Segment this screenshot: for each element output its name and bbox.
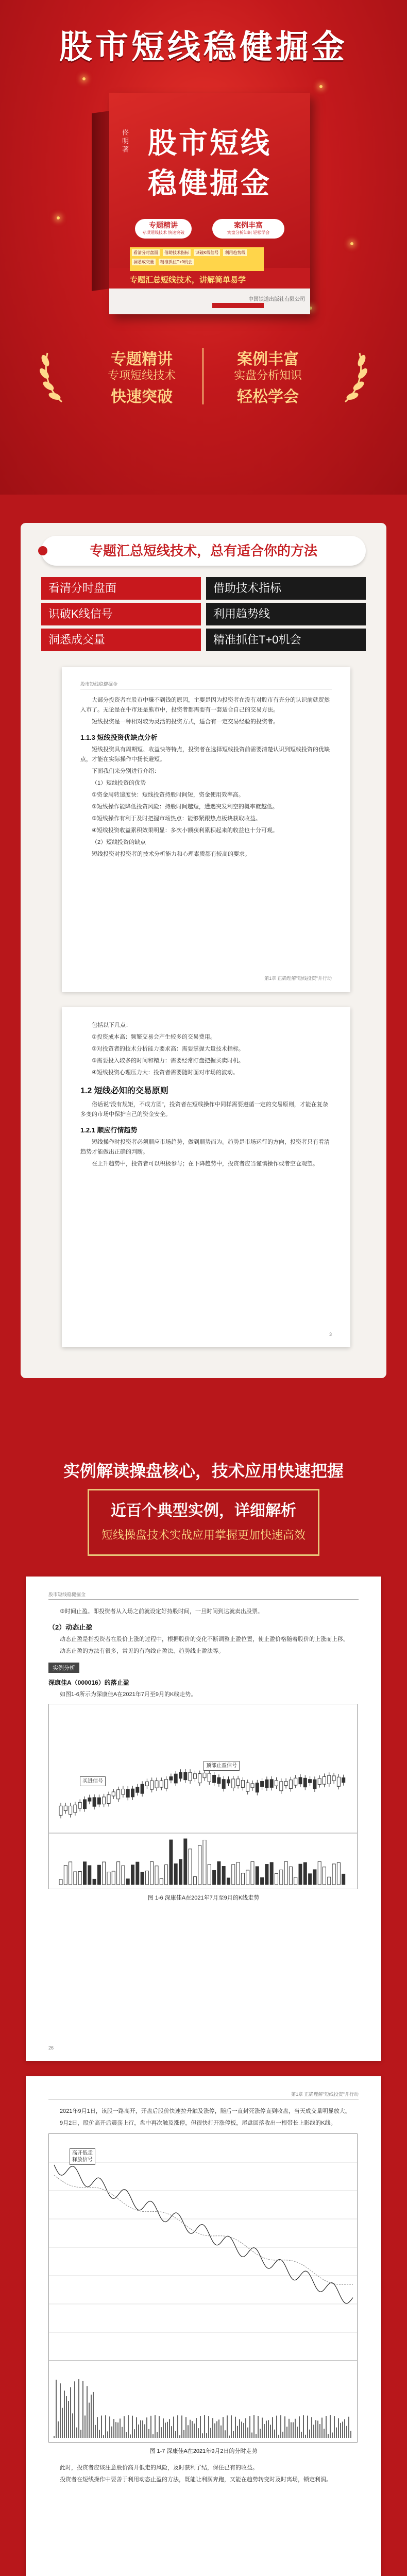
- candle-body: [179, 1772, 182, 1778]
- candle-body: [265, 1780, 268, 1788]
- volume-bar: [78, 1872, 81, 1885]
- volume-bar: [337, 1862, 340, 1885]
- cases-section: [0, 1422, 407, 2576]
- candle-body: [337, 1777, 340, 1786]
- candle-body: [155, 1781, 158, 1788]
- volume-bar: [145, 1871, 148, 1885]
- candle-body: [69, 1806, 72, 1814]
- candle-body: [294, 1778, 297, 1785]
- page-footer: 第1章 正确理解"短线投资"并行动: [264, 976, 332, 981]
- volume-bar: [251, 1861, 254, 1885]
- badge-main: 专题精讲: [149, 221, 178, 229]
- candle-body: [275, 1781, 278, 1786]
- candle-body: [88, 1798, 91, 1801]
- hero-section: [0, 0, 407, 495]
- candle-body: [126, 1789, 129, 1798]
- page-number: 3: [329, 1332, 332, 1337]
- candle-body: [169, 1777, 173, 1781]
- volume-bar: [309, 1874, 312, 1885]
- chart-caption: 图 1-7 深康佳A在2021年9月2日的分时走势: [149, 2448, 258, 2454]
- cases-title: 实例解读操盘核心，技术应用快速把握: [63, 1462, 344, 1480]
- candle-body: [222, 1780, 225, 1789]
- features-banner: [41, 536, 366, 566]
- candle-body: [251, 1784, 254, 1788]
- page-header: 股市短线稳健掘金: [80, 681, 332, 689]
- volume-bar: [265, 1865, 268, 1885]
- volume-bar: [289, 1867, 292, 1885]
- sparkle: [82, 77, 86, 80]
- candle-body: [303, 1778, 307, 1787]
- candle-body: [131, 1789, 134, 1797]
- candle-body: [103, 1797, 106, 1804]
- volume-bar: [270, 1862, 273, 1885]
- volume-bar: [213, 1870, 216, 1885]
- features-card: [21, 523, 386, 1378]
- page-paragraph: ③时间止盈。即投资者从入场之前就设定好持股时间，一旦时间到达就卖出股票。: [60, 1608, 263, 1615]
- book-page: [62, 667, 350, 992]
- highlight-left-line: 专项短线技术: [107, 369, 176, 382]
- book-page: [26, 2076, 381, 2576]
- volume-bar: [64, 1866, 67, 1885]
- candle-body: [174, 1774, 177, 1783]
- volume-bar: [256, 1867, 259, 1885]
- highlight-left-big: 快速突破: [111, 388, 173, 405]
- volume-bar: [126, 1879, 129, 1885]
- page-list-item: ③短线操作有利于及时把握市场热点：能够紧跟热点板块获取收益。: [92, 816, 261, 822]
- features-section: [0, 495, 407, 1422]
- book-tagline: 专题汇总短线技术，讲解简单易学: [130, 276, 246, 284]
- page-header: 股市短线稳健掘金: [48, 1591, 359, 1600]
- volume-bar: [184, 1839, 187, 1885]
- page-paragraph: 如图1-6所示为深康佳A在2021年7月至9月的K线走势。: [60, 1691, 197, 1698]
- feature-item: 识破K线信号: [41, 603, 201, 625]
- volume-bar: [59, 1879, 62, 1885]
- candle-body: [332, 1776, 335, 1781]
- candle-body: [83, 1800, 87, 1809]
- laurel-left-icon: [36, 348, 67, 404]
- candle-body: [256, 1783, 259, 1792]
- candle-body: [117, 1790, 120, 1799]
- book-publisher-bar: [212, 303, 264, 308]
- sparkle: [319, 85, 323, 88]
- volume-bar: [74, 1872, 77, 1885]
- highlight-left-title: 专题精讲: [111, 351, 173, 368]
- book-title-line1: 股市短线: [148, 127, 272, 160]
- candle-body: [184, 1772, 187, 1780]
- candle-body: [198, 1774, 201, 1783]
- page-paragraph: 短线投资是一种相对较为灵活的投资方式，适合有一定交易经验的投资者。: [92, 719, 279, 725]
- kline-chart: [48, 1704, 358, 1889]
- feature-tag: 识破K线信号: [194, 249, 220, 256]
- feature-item: 利用趋势线: [206, 603, 366, 625]
- case-name: 深康佳A（000016）的落止盈: [48, 1679, 129, 1686]
- volume-bar: [136, 1862, 139, 1885]
- page-paragraph: 短线操作时投资者必须顺应市场趋势，做到顺势而为。趋势是市场运行的方向，投资者只有看清趋势才能做出正确的判断。: [80, 1139, 330, 1155]
- volume-bar: [107, 1872, 110, 1885]
- highlight-right-line: 实盘分析知识: [233, 369, 302, 382]
- chart-callout: 买进信号: [80, 1776, 106, 1786]
- candle-body: [150, 1781, 154, 1789]
- candle-body: [289, 1780, 292, 1789]
- candle-body: [64, 1806, 67, 1810]
- volume-bar: [217, 1861, 221, 1885]
- volume-bar: [93, 1879, 96, 1885]
- volume-bar: [208, 1865, 211, 1885]
- feature-tag: 借助技术指标: [163, 249, 191, 256]
- page-paragraph: ④短线投资心理压力大：投资者需要随时面对市场的波动。: [92, 1070, 239, 1076]
- candle-body: [122, 1789, 125, 1794]
- volume-bar: [179, 1859, 182, 1885]
- book-author: 佟 明 著: [121, 129, 129, 153]
- chart-caption: 图 1-6 深康佳A在2021年7月至9月的K线走势: [147, 1895, 260, 1901]
- page-paragraph: 在上升趋势中，投资者可以积极参与；在下降趋势中，投资者应当谨慎操作或者空仓观望。: [92, 1161, 318, 1167]
- candle-body: [261, 1781, 264, 1786]
- kline-chart-svg: [49, 1704, 357, 1889]
- cases-line1: 近百个典型实例，详细解析: [111, 1502, 296, 1519]
- page-number: 26: [48, 2045, 54, 2050]
- volume-bar: [174, 1864, 177, 1885]
- volume-bar: [294, 1877, 297, 1885]
- hero-title: 股市短线稳健掘金: [59, 28, 348, 66]
- candle-body: [160, 1781, 163, 1787]
- candle-body: [136, 1787, 139, 1792]
- candle-body: [59, 1806, 62, 1815]
- volume-bar: [313, 1870, 316, 1885]
- candle-body: [323, 1776, 326, 1784]
- page-paragraph: 9月2日，股价高开后震荡上行，盘中再次触及涨停，但很快打开涨停板，尾盘回落收出一根带长上影线的K线。: [60, 2120, 336, 2126]
- candle-body: [193, 1774, 196, 1778]
- book-badge-cases: [212, 219, 284, 239]
- volume-bar: [275, 1873, 278, 1885]
- volume-bar: [303, 1862, 307, 1885]
- volume-bar: [69, 1862, 72, 1885]
- volume-bar: [122, 1866, 125, 1885]
- volume-bar: [236, 1862, 240, 1885]
- candle-body: [78, 1802, 81, 1808]
- page-paragraph: 短线投资具有周期短、收益快等特点，投资者在选择短线投资前需要清楚认识到短线投资的优缺点，才能在实际操作中扬长避短。: [80, 747, 330, 762]
- book-publisher: 中国铁道出版社有限公司: [248, 297, 305, 302]
- average-line: [54, 2175, 353, 2284]
- page-paragraph: 动态止盈是指投资者在股价上涨的过程中，根据股价的变化不断调整止盈位置，使止盈价格随着股价的上涨而上移。: [60, 1636, 349, 1642]
- candle-body: [213, 1775, 216, 1783]
- candle-body: [141, 1784, 144, 1793]
- badge-sub: 专项短线技术 快速突破: [142, 230, 185, 235]
- page-subheading: 1.1.3 短线投资优缺点分析: [80, 734, 158, 741]
- candle-body: [313, 1780, 316, 1789]
- page-list-item: ④短线投资收益累积效果明显：多次小额获利累积起来的收益也十分可观。: [92, 827, 278, 834]
- volume-bar: [222, 1867, 225, 1885]
- volume-bar: [261, 1877, 264, 1885]
- volume-bar: [332, 1864, 335, 1885]
- volume-bar: [117, 1862, 120, 1885]
- feature-tag: 精准抓住T+0机会: [159, 259, 194, 265]
- volume-bar: [342, 1874, 345, 1885]
- candle-body: [107, 1795, 110, 1804]
- page-paragraph: 投资者在短线操作中要善于利用动态止盈的方法，既能让利润奔跑，又能在趋势转变时及时离场，锁定利润。: [60, 2477, 332, 2483]
- candle-body: [328, 1775, 331, 1784]
- volume-bar: [198, 1845, 201, 1885]
- page-subheading: 1.2.1 顺应行情趋势: [80, 1126, 138, 1134]
- book-title-line2: 稳健掘金: [148, 167, 272, 200]
- badge-sub: 实盘分析知识 轻松学会: [227, 230, 270, 235]
- badge-main: 案例丰富: [234, 221, 263, 229]
- page-paragraph: 俗话说"没有规矩，不成方圆"，投资者在短线操作中同样需要遵循一定的交易原则，才能在复杂多变的市场中保护自己的资金安全。: [80, 1101, 328, 1117]
- volume-bar: [318, 1861, 321, 1885]
- volume-bar: [97, 1865, 100, 1885]
- book-title: [130, 124, 290, 204]
- page-paragraph: 包括以下几点：: [92, 1022, 131, 1028]
- book-page: [26, 1577, 381, 2061]
- candle-body: [217, 1777, 221, 1784]
- candle-body: [236, 1779, 240, 1786]
- highlight-right-big: 轻松学会: [237, 388, 299, 405]
- volume-bar: [150, 1862, 154, 1885]
- laurel-right-icon: [340, 348, 371, 404]
- volume-bar: [246, 1870, 249, 1885]
- volume-bar: [203, 1840, 206, 1885]
- price-line: [54, 2165, 353, 2303]
- page-paragraph: 短线投资对投资者的技术分析能力和心理素质都有较高的要求。: [92, 851, 250, 857]
- book-spine: [92, 111, 110, 291]
- volume-bar: [155, 1866, 158, 1885]
- page-paragraph: ②对投资者的技术分析能力要求高：需要掌握大量技术指标。: [92, 1046, 244, 1052]
- candle-body: [97, 1798, 100, 1804]
- volume-bar: [165, 1865, 168, 1885]
- candle-body: [246, 1783, 249, 1791]
- candle-body: [189, 1772, 192, 1781]
- volume-bar: [299, 1864, 302, 1885]
- sparkle: [350, 242, 353, 245]
- chart-callout: 高开低走 释放信号: [70, 2148, 95, 2165]
- feature-item: 看清分时盘面: [41, 577, 201, 600]
- feature-item: 洞悉成交量: [41, 629, 201, 651]
- highlight-right-title: 案例丰富: [237, 351, 299, 368]
- page-list-title: （2）短线投资的缺点: [92, 839, 146, 845]
- candle-body: [318, 1778, 321, 1785]
- volume-bar: [103, 1862, 106, 1885]
- volume-bar: [88, 1866, 91, 1885]
- volume-bar: [284, 1861, 287, 1885]
- cases-callout-box: [88, 1489, 319, 1556]
- candle-body: [309, 1780, 312, 1783]
- feature-tag: 洞悉成交量: [132, 259, 156, 265]
- feature-tag: 看清分时盘面: [132, 249, 160, 256]
- candle-body: [145, 1782, 148, 1786]
- volume-bar: [112, 1871, 115, 1885]
- candle-body: [208, 1773, 211, 1782]
- candle-body: [284, 1782, 287, 1786]
- candle-body: [112, 1792, 115, 1796]
- book-feature-strip: [130, 247, 264, 271]
- page-paragraph: 大部分投资者在股市中赚不到钱的原因，主要是因为投资者在没有对股市有充分的认识前就贸然入市了。无论是在牛市还是熊市中，投资者都需要有一套适合自己的交易方法。: [80, 697, 330, 713]
- volume-bar: [189, 1849, 192, 1885]
- volume-bar: [193, 1877, 196, 1885]
- volume-bar: [280, 1870, 283, 1885]
- volume-bar: [160, 1878, 163, 1885]
- candle-body: [93, 1798, 96, 1806]
- case-label: 实例分析: [48, 1663, 79, 1673]
- page-paragraph: 动态止盈的方法有很多，常见的有均线止盈法、趋势线止盈法等。: [60, 1648, 224, 1654]
- volume-bar: [328, 1877, 331, 1885]
- page-subheading: （2）动态止盈: [48, 1623, 93, 1631]
- candle-body: [74, 1805, 77, 1812]
- page-heading: 1.2 短线必知的交易原则: [80, 1087, 168, 1095]
- page-list-title: （1）短线投资的优势: [92, 780, 146, 786]
- sparkle: [57, 216, 60, 219]
- volume-bar: [232, 1865, 235, 1885]
- intraday-chart: [48, 2133, 358, 2443]
- page-paragraph: 此时，投资者应该注意股价高开低走的风险，及时获利了结，保住已有的收益。: [60, 2465, 258, 2471]
- page-paragraph: ③需要投入较多的时间和精力：需要经常盯盘把握买卖时机。: [92, 1058, 244, 1064]
- candle-body: [280, 1782, 283, 1791]
- candle-body: [270, 1780, 273, 1788]
- book-page: [62, 1007, 350, 1347]
- candle-body: [232, 1779, 235, 1788]
- volume-bar: [227, 1878, 230, 1885]
- page-header: 第1章 正确理解"短线投资"并行动: [48, 2091, 359, 2099]
- book-cover: [109, 93, 310, 314]
- page-paragraph: 下面我们来分别进行介绍：: [92, 768, 160, 774]
- volume-bar: [323, 1867, 326, 1885]
- chart-callout: 顶部止盈信号: [204, 1761, 240, 1771]
- candle-body: [241, 1781, 244, 1788]
- candle-body: [203, 1773, 206, 1777]
- feature-item: 精准抓住T+0机会: [206, 629, 366, 651]
- cases-line2: 短线操盘技术实战应用掌握更加快速高效: [101, 1529, 306, 1541]
- book-badge-topics: [135, 219, 192, 239]
- feature-tag: 利用趋势线: [223, 249, 247, 256]
- candle-body: [342, 1778, 345, 1783]
- page-list-item: ①资金周转速度快：短线投资持股时间短，资金使用效率高。: [92, 792, 244, 798]
- page-list-item: ②短线操作能降低投资风险：持股时间越短，遭遇突发利空的概率就越低。: [92, 804, 278, 810]
- features-banner-text: 专题汇总短线技术，总有适合你的方法: [89, 543, 317, 558]
- intraday-chart-svg: [49, 2134, 357, 2442]
- candle-body: [299, 1777, 302, 1784]
- page-paragraph: 2021年9月1日，该股一路高开，开盘后股价快速拉升触及涨停，随后一直封死涨停直到收盘，当天成交量明显放大。: [60, 2108, 351, 2114]
- highlight-divider: [202, 348, 204, 404]
- volume-bar: [131, 1865, 134, 1885]
- volume-bar: [83, 1862, 87, 1885]
- volume-bar: [141, 1872, 144, 1885]
- candle-body: [227, 1780, 230, 1783]
- volume-bar: [241, 1873, 244, 1885]
- page-paragraph: ①投资成本高：频繁交易会产生较多的交易费用。: [92, 1034, 216, 1040]
- feature-item: 借助技术指标: [206, 577, 366, 600]
- volume-bar: [169, 1840, 173, 1885]
- candle-body: [165, 1780, 168, 1788]
